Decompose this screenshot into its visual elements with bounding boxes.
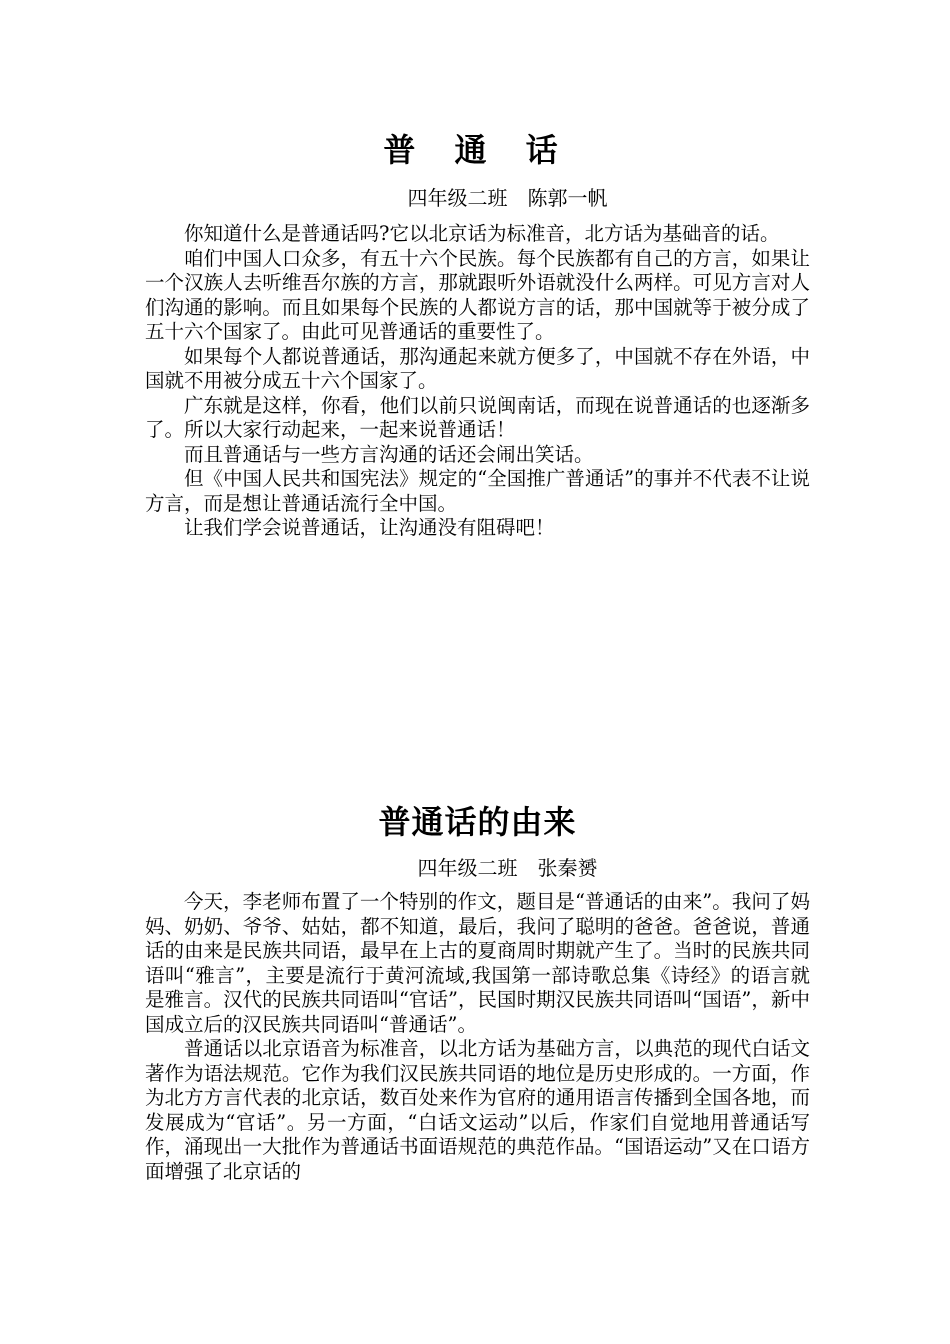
essay-paragraph: 你知道什么是普通话吗?它以北京话为标准音，北方话为基础音的话。 [184,222,780,245]
essay-byline: 四年级二班 张秦赟 [417,856,598,880]
essay-paragraph: 咱们中国人口众多，有五十六个民族。每个民族都有自己的方言，如果让一个汉族人去听维吾尔族的方言，那就跟听外语就没什么两样。可见方言对人们沟通的影响。而且如果每个民族的人都说方言的话，那中国就等于被分成了五十六个国家了。由此可见普通话的重要性了。 [145,246,810,343]
essay-paragraph: 而且普通话与一些方言沟通的话还会闹出笑话。 [184,442,594,466]
essay-title: 普 通 话 [383,131,572,169]
essay-paragraph: 普通话以北京语音为标准音，以北方话为基础方言，以典范的现代白话文著作为语法规范。它作为我们汉民族共同语的地位是历史形成的。一方面，作为北方方言代表的北京话，数百处来作为官府的通用语言传播到全国各地，而发展成为“官话”。另一方面，“白话文运动”以后，作家们自觉地用普通话写作，涌现出一大批作为普通话书面语规范的典范作品。“国语运动”又在口语方面增强了北京话的 [145,1037,810,1183]
essay-paragraph: 但《中国人民共和国宪法》规定的“全国推广普通话”的事并不代表不让说方言，而是想让普通话流行全中国。 [145,467,810,515]
essay-title: 普通话的由来 [378,803,577,841]
essay-byline: 四年级二班 陈郭一帆 [407,186,608,210]
essay-putonghua [145,128,810,541]
essay-paragraph: 如果每个人都说普通话，那沟通起来就方便多了，中国就不存在外语，中国就不用被分成五十六个国家了。 [145,344,810,392]
essay-paragraph: 广东就是这样，你看，他们以前只说闽南话，而现在说普通话的也逐渐多了。所以大家行动起来，一起来说普通话！ [145,393,810,441]
essay-origin-of-putonghua [145,800,810,1184]
essay-paragraph: 今天，李老师布置了一个特别的作文，题目是“普通话的由来”。我问了妈妈、奶奶、爷爷、姑姑，都不知道，最后，我问了聪明的爸爸。爸爸说，普通话的由来是民族共同语，最早在上古的夏商周时期就产生了。当时的民族共同语叫“雅言”，主要是流行于黄河流域,我国第一部诗歌总集《诗经》的语言就是雅言。汉代的民族共同语叫“官话”，民国时期汉民族共同语叫“国语”，新中国成立后的汉民族共同语叫“普通话”。 [145,890,810,1036]
essay-paragraph: 让我们学会说普通话，让沟通没有阻碍吧！ [184,516,555,539]
